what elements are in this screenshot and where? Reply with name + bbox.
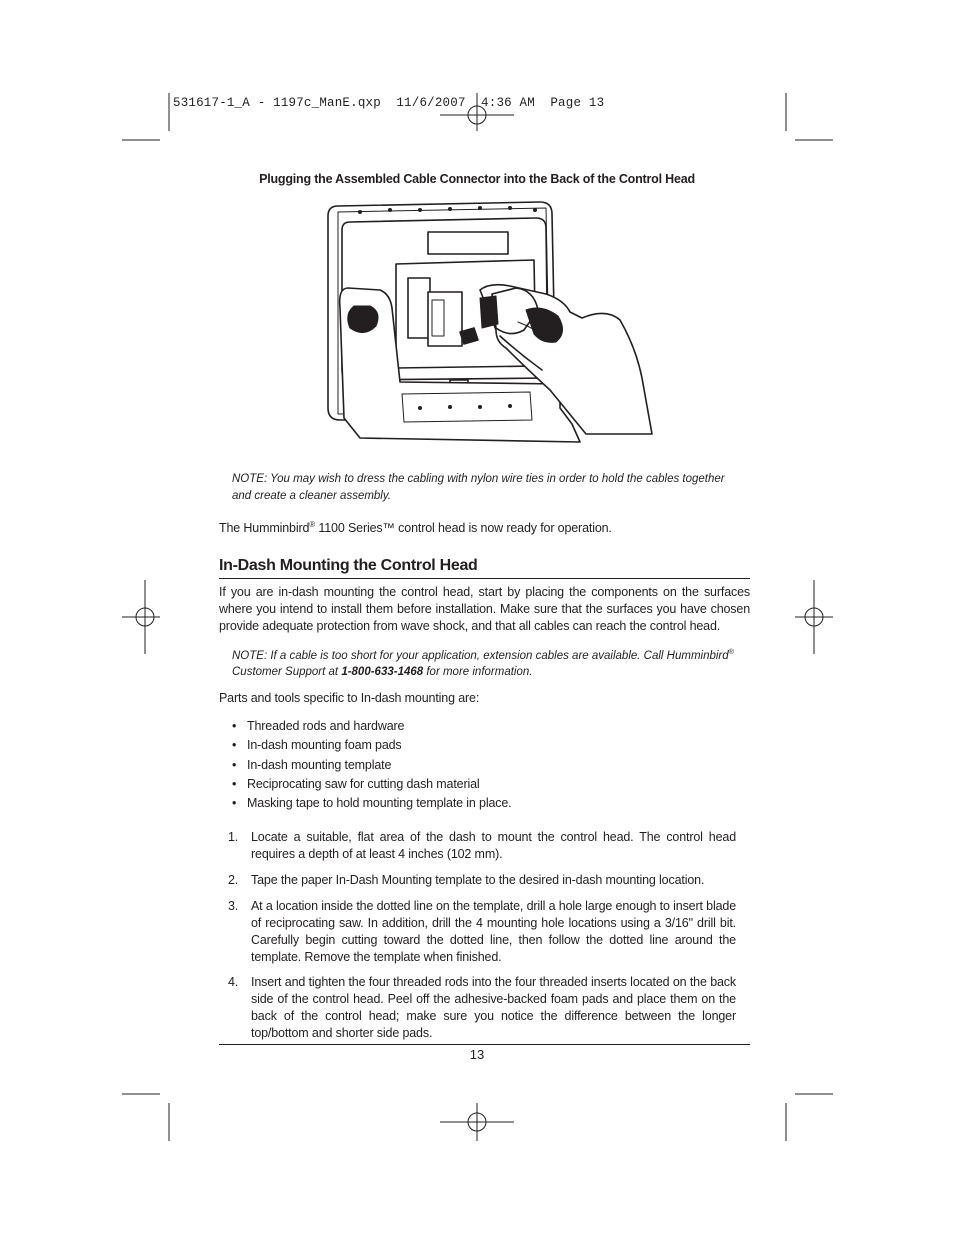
list-item bbox=[232, 796, 732, 815]
section-heading: In-Dash Mounting the Control Head bbox=[219, 557, 478, 574]
note-extension-cables bbox=[232, 645, 737, 681]
footer-rule bbox=[219, 1044, 750, 1045]
note-text: for more information. bbox=[423, 666, 533, 679]
step-text: Locate a suitable, flat area of the dash to mount the control head. The control head requires a depth of at least 4 inches (102 mm). bbox=[251, 830, 736, 861]
note-label: NOTE: bbox=[232, 649, 268, 662]
list-item-text: In-dash mounting template bbox=[247, 757, 392, 772]
step-number: 4. bbox=[228, 975, 239, 989]
note-cable-ties bbox=[232, 471, 737, 504]
registration-mark-right bbox=[795, 580, 833, 654]
figure-caption: Plugging the Assembled Cable Connector into the Back of the Control Head bbox=[259, 172, 695, 186]
ready-text-pre: The Humminbird bbox=[219, 521, 310, 536]
step-text: Insert and tighten the four threaded rods into the four threaded inserts located on the back side of the control head. Peel off the adhesive-backed foam pads and place them on the back of the control head; make sure you notice the difference between the longer top/bottom and shorter side pads. bbox=[251, 975, 736, 1040]
step-text: At a location inside the dotted line on the template, drill a hole large enough to insert blade of reciprocating saw. In addition, drill the 4 mounting hole locations using a 3/16" drill bit. Carefully begin cutting toward the dotted line, then follow the dotted line around the template. Remove the template when finished. bbox=[251, 899, 736, 964]
ready-statement bbox=[219, 516, 612, 537]
list-item bbox=[232, 758, 732, 777]
list-item-text: In-dash mounting foam pads bbox=[247, 738, 402, 753]
bullet-icon: • bbox=[232, 757, 237, 772]
bullet-icon: • bbox=[232, 776, 237, 791]
list-item-text: Threaded rods and hardware bbox=[247, 719, 405, 733]
step-text: Tape the paper In-Dash Mounting template to the desired in-dash mounting location. bbox=[251, 873, 705, 887]
step-number: 3. bbox=[228, 899, 239, 913]
ready-text-post: 1100 Series™ control head is now ready for operation. bbox=[315, 521, 612, 536]
print-slug-line: 531617-1_A - 1197c_ManE.qxp 11/6/2007 4:36 AM Page 13 bbox=[173, 96, 605, 110]
bullet-icon: • bbox=[232, 738, 237, 753]
registered-mark: ® bbox=[728, 649, 734, 656]
note-label: NOTE: bbox=[232, 473, 268, 485]
control-head-cable-illustration bbox=[320, 198, 660, 450]
list-item bbox=[232, 738, 732, 757]
registration-mark-bottom bbox=[440, 1103, 514, 1141]
note-text: Customer Support at bbox=[232, 666, 342, 679]
parts-intro: Parts and tools specific to In-dash mounting are: bbox=[219, 691, 480, 705]
page-number: 13 bbox=[469, 1047, 485, 1062]
parts-list bbox=[232, 719, 732, 815]
step-number: 2. bbox=[228, 873, 239, 887]
intro-paragraph: If you are in-dash mounting the control head, start by placing the components on the surfaces where you intend to install them before installation. Make sure that the surfaces you have chosen provide adequate protection from wave shock, and that all cables can reach the control head. bbox=[219, 585, 750, 633]
list-item-text: Masking tape to hold mounting template in place. bbox=[247, 796, 512, 811]
step-number: 1. bbox=[228, 830, 239, 844]
list-item bbox=[232, 719, 732, 738]
note-text: You may wish to dress the cabling with nylon wire ties in order to hold the cables together and create a cleaner assembly. bbox=[232, 473, 725, 502]
list-item bbox=[232, 777, 732, 796]
bullet-icon: • bbox=[232, 796, 237, 811]
note-text: If a cable is too short for your application, extension cables are available. Call Humminbird bbox=[267, 649, 729, 662]
heading-rule bbox=[219, 578, 750, 579]
registration-mark-left bbox=[122, 580, 160, 654]
list-item-text: Reciprocating saw for cutting dash material bbox=[247, 776, 480, 791]
support-phone: 1-800-633-1468 bbox=[341, 666, 424, 679]
registered-mark: ® bbox=[309, 520, 316, 529]
bullet-icon: • bbox=[232, 719, 237, 733]
